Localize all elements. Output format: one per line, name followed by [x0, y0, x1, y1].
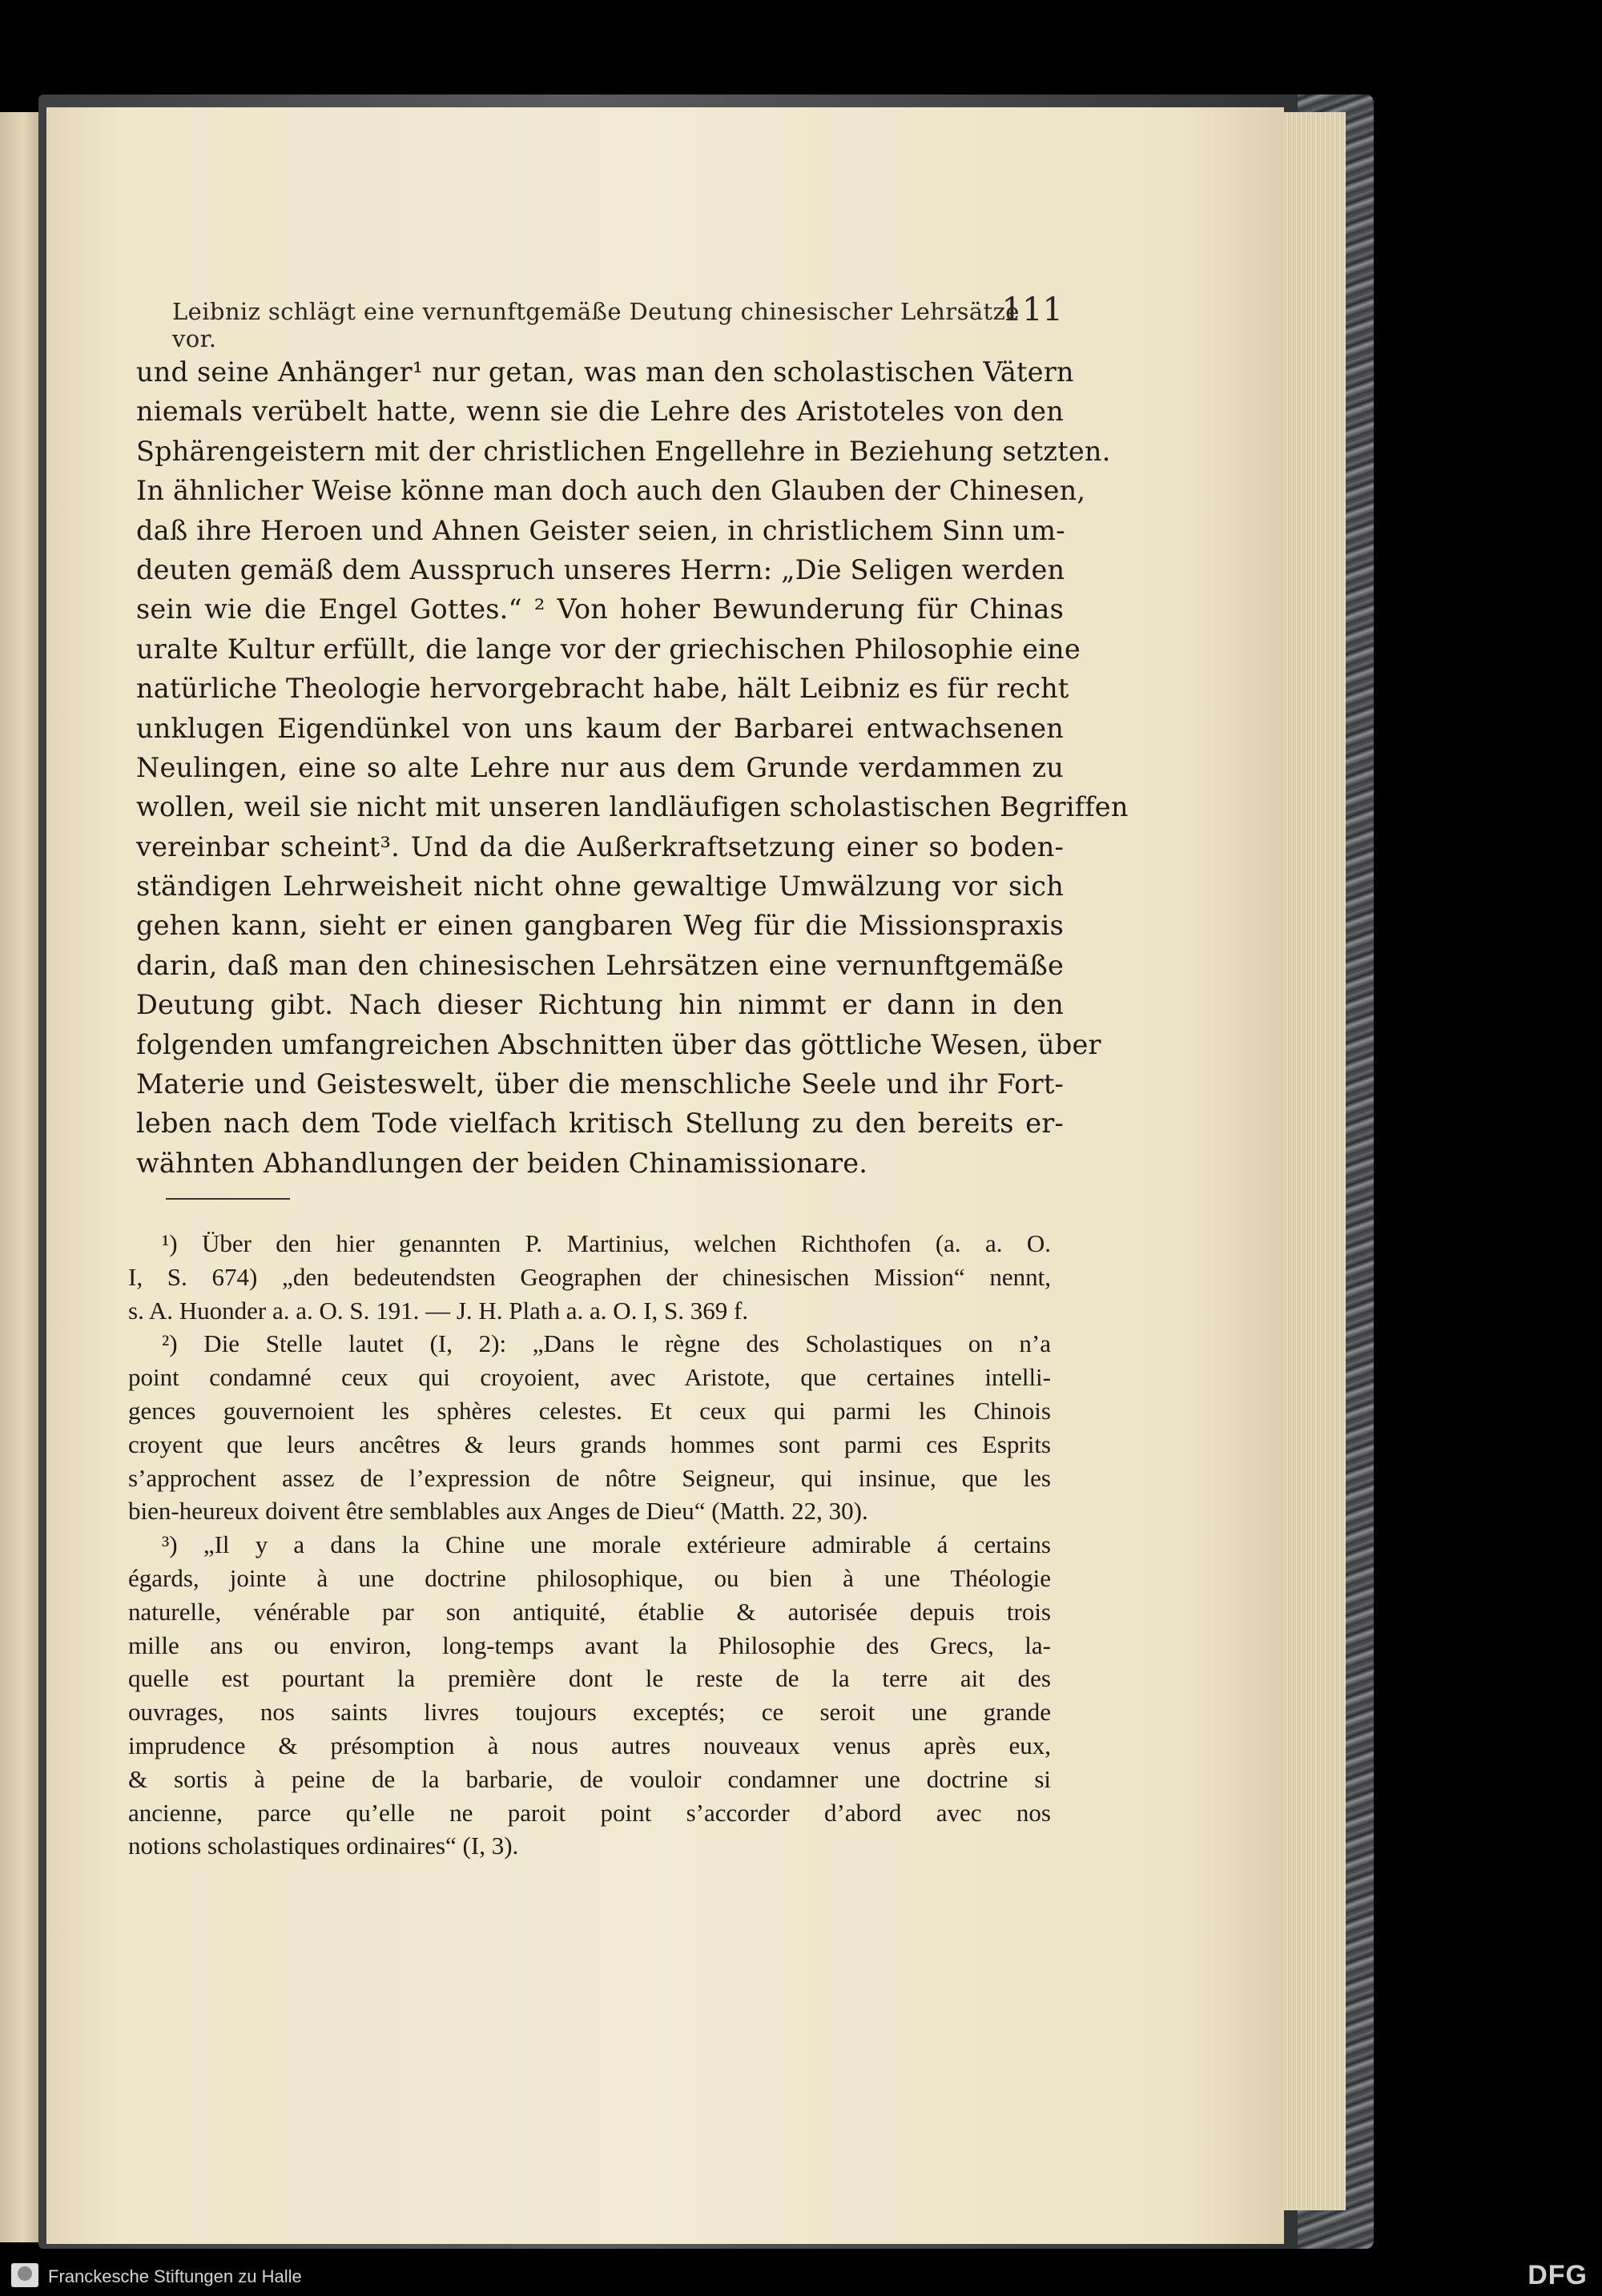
text-line: ständigen Lehrweisheit nicht ohne gewaltige Umwälzung vor sich [136, 871, 1064, 903]
institution-name: Franckesche Stiftungen zu Halle [48, 2266, 302, 2286]
left-page-edge [0, 112, 38, 2242]
main-text-block [136, 352, 1129, 1183]
footnote-line: naturelle, vénérable par son antiquité, établie & autorisée depuis trois [128, 1597, 1051, 1626]
text-line: deuten gemäß dem Ausspruch unseres Herrn: „Die Seligen werden [136, 553, 1065, 585]
text-line: natürliche Theologie hervorgebracht habe, hält Leibniz es für recht [136, 673, 1069, 705]
running-head-title: Leibniz schlägt eine vernunftgemäße Deutung chinesischer Lehrsätze vor. [172, 298, 1020, 352]
footnote-line: croyent que leurs ancêtres & leurs grands hommes sont parmi ces Esprits [128, 1429, 1051, 1458]
footnote-line: gences gouvernoient les sphères celestes. Et ceux qui parmi les Chinois [128, 1396, 1051, 1425]
running-head [172, 292, 1063, 352]
text-line: gehen kann, sieht er einen gangbaren Weg für die Missionspraxis [136, 910, 1064, 942]
footnote-line: ouvrages, nos saints livres toujours exceptés; ce seroit une grande [128, 1698, 1051, 1727]
page-number: 111 [1001, 292, 1063, 328]
text-line: uralte Kultur erfüllt, die lange vor der griechischen Philosophie eine [136, 633, 1081, 665]
text-line: Sphärengeistern mit der christlichen Engellehre in Beziehung setzten. [136, 435, 1111, 467]
text-line: Neulingen, eine so alte Lehre nur aus dem Grunde verdammen zu [136, 751, 1064, 783]
text-line: darin, daß man den chinesischen Lehrsätzen eine vernunftgemäße [136, 949, 1064, 981]
text-line: leben nach dem Tode vielfach kritisch Stellung zu den bereits er- [136, 1108, 1064, 1140]
text-line: wollen, weil sie nicht mit unseren landläufigen scholastischen Begriffen [136, 791, 1129, 823]
footnote-line: ³) „Il y a dans la Chine une morale extérieure admirable á certains [162, 1530, 1051, 1559]
text-line: sein wie die Engel Gottes.“ ² Von hoher Bewunderung für Chinas [136, 593, 1064, 625]
footnote-line: quelle est pourtant la première dont le reste de la terre ait des [128, 1664, 1051, 1693]
footnote-line: notions scholastiques ordinaires“ (I, 3). [128, 1832, 519, 1860]
footnote-line: & sortis à peine de la barbarie, de vouloir condamner une doctrine si [128, 1764, 1051, 1793]
text-line: In ähnlicher Weise könne man doch auch den Glauben der Chinesen, [136, 475, 1086, 507]
footnote-line: ²) Die Stelle lautet (I, 2): „Dans le règne des Scholastiques on n’a [162, 1329, 1051, 1358]
dfg-logo: DFG [1528, 2260, 1588, 2290]
footnote-line: s’approchent assez de l’expression de nôtre Seigneur, qui insinue, que les [128, 1463, 1051, 1492]
footnote-line: égards, jointe à une doctrine philosophique, ou bien à une Théologie [128, 1563, 1051, 1592]
text-line: Materie und Geisteswelt, über die menschliche Seele und ihr Fort- [136, 1068, 1064, 1100]
text-line: folgenden umfangreichen Abschnitten über das göttliche Wesen, über [136, 1028, 1101, 1060]
text-line: wähnten Abhandlungen der beiden Chinamissionare. [136, 1147, 868, 1179]
footnote-line: mille ans ou environ, long-temps avant la Philosophie des Grecs, la- [128, 1631, 1051, 1659]
footnote-line: imprudence & présomption à nous autres nouveaux venus après eux, [128, 1731, 1051, 1759]
footnote-separator [166, 1198, 290, 1200]
footnote-line: s. A. Huonder a. a. O. S. 191. — J. H. Plath a. a. O. I, S. 369 f. [128, 1296, 749, 1325]
text-line: daß ihre Heroen und Ahnen Geister seien, in christlichem Sinn um- [136, 514, 1065, 546]
text-line: und seine Anhänger¹ nur getan, was man den scholastischen Vätern [136, 356, 1074, 388]
footnotes-block [128, 1227, 1051, 1863]
footnote-line: point condamné ceux qui croyoient, avec Aristote, que certaines intelli- [128, 1363, 1051, 1392]
text-line: unklugen Eigendünkel von uns kaum der Barbarei entwachsenen [136, 712, 1064, 744]
text-line: Deutung gibt. Nach dieser Richtung hin nimmt er dann in den [136, 989, 1064, 1021]
institution-logo-icon [11, 2263, 38, 2287]
footnote-line: ¹) Über den hier genannten P. Martinius, welchen Richthofen (a. a. O. [162, 1229, 1051, 1257]
text-line: vereinbar scheint³. Und da die Außerkraftsetzung einer so boden- [136, 830, 1064, 863]
footnote-line: I, S. 674) „den bedeutendsten Geographen der chinesischen Mission“ nennt, [128, 1262, 1051, 1291]
footnote-line: ancienne, parce qu’elle ne paroit point s’accorder d’abord avec nos [128, 1798, 1051, 1827]
text-line: niemals verübelt hatte, wenn sie die Lehre des Aristoteles von den [136, 396, 1064, 428]
footnote-line: bien-heureux doivent être semblables aux Anges de Dieu“ (Matth. 22, 30). [128, 1497, 868, 1526]
